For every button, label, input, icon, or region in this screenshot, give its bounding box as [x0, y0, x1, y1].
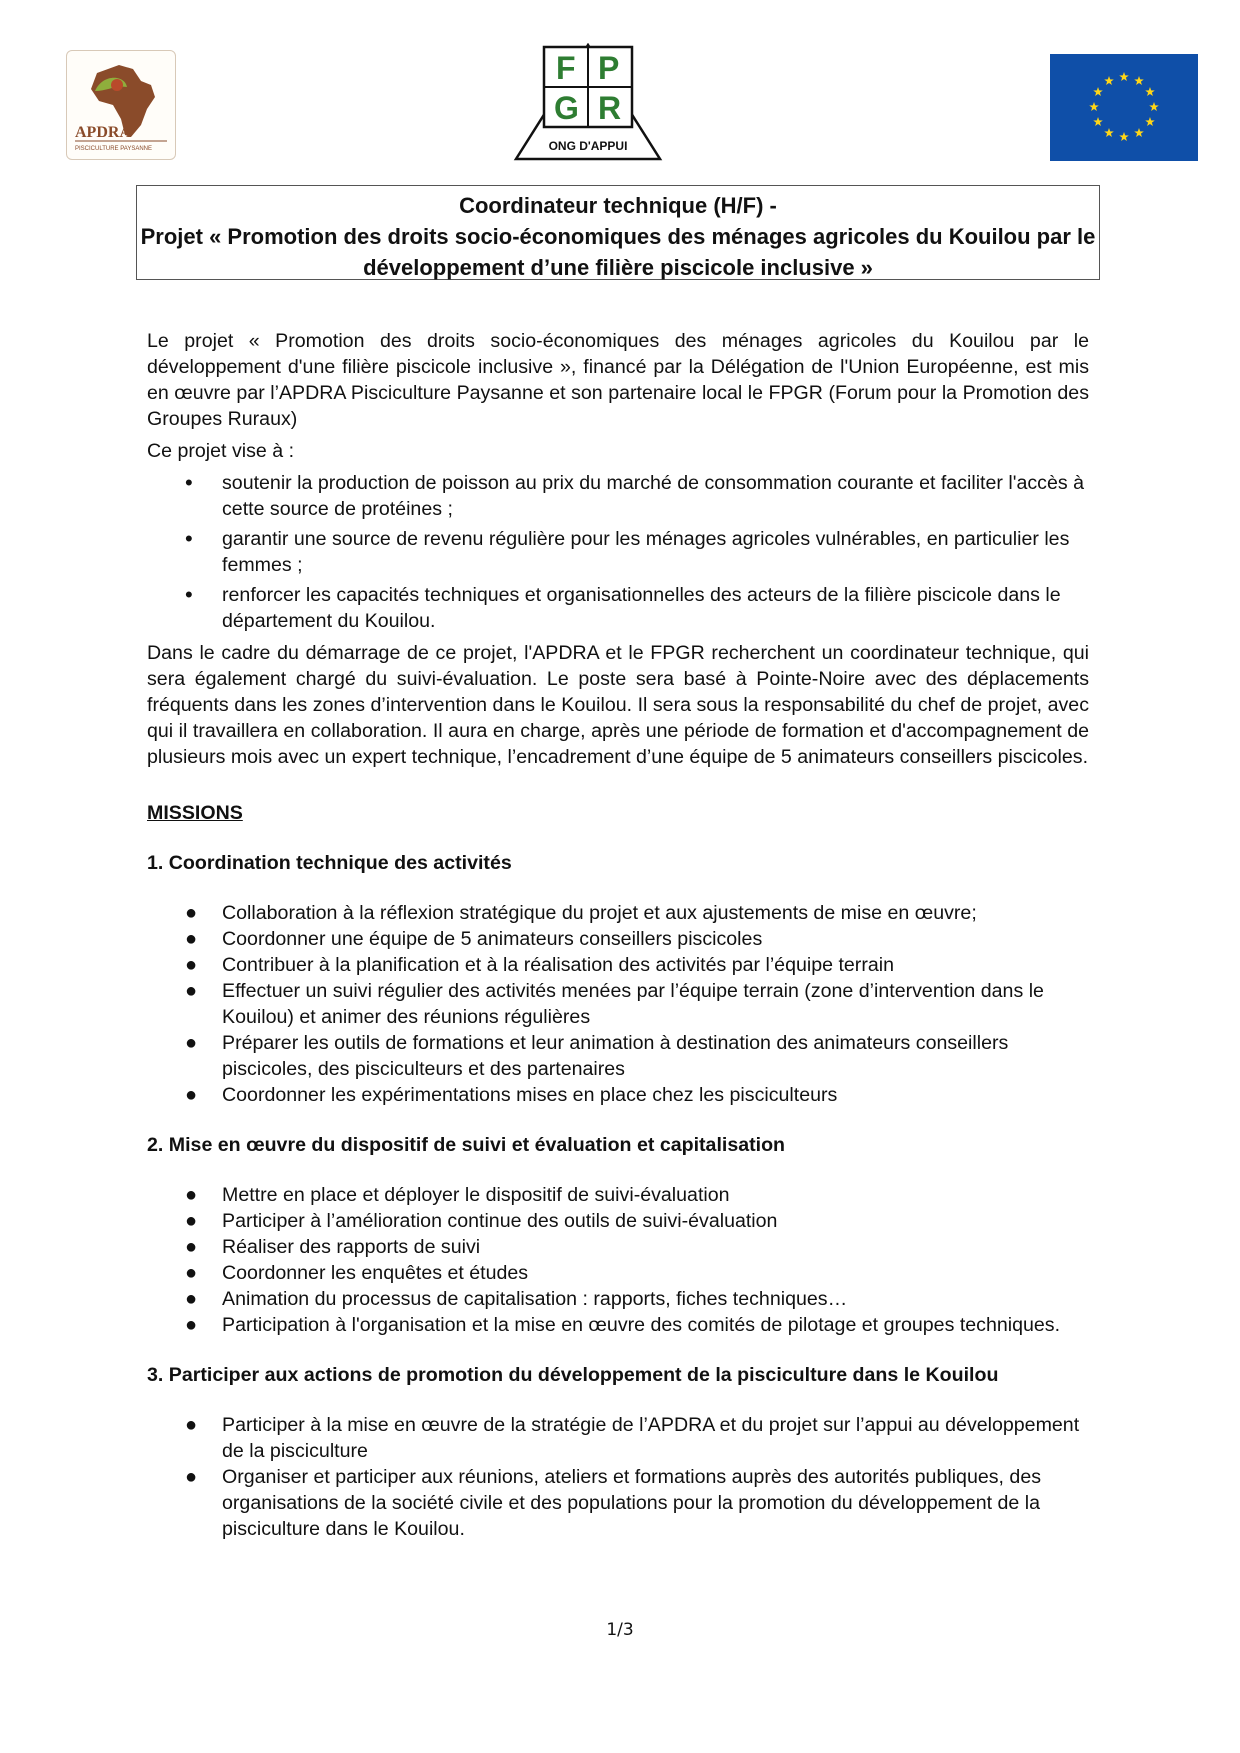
fpgr-letter-g: G	[554, 90, 579, 126]
section-3-title: 3. Participer aux actions de promotion du développement de la pisciculture dans le Kouilou	[147, 1364, 999, 1386]
fpgr-letter-r: R	[598, 90, 622, 126]
list-item: ● Animation du processus de capitalisation : rapports, fiches techniques…	[185, 1288, 848, 1310]
title-line-3: développement d’une filière piscicole inclusive »	[363, 255, 873, 280]
bullet-icon: ●	[185, 1184, 198, 1206]
bullet-icon: •	[185, 470, 193, 495]
section-3-list	[147, 1412, 1089, 1542]
list-item: ● Participation à l'organisation et la mise en œuvre des comités de pilotage et groupes techniques.	[185, 1314, 1061, 1336]
eu-stars-icon	[1050, 54, 1198, 161]
bullet-icon: •	[185, 582, 193, 607]
list-item: ● Participer à la mise en œuvre de la stratégie de l’APDRA et du projet sur l’appui au développement de la pisciculture	[185, 1414, 1080, 1462]
aims-lead: Ce projet vise à :	[147, 440, 295, 462]
bullet-icon: ●	[185, 1288, 198, 1310]
bullet-icon: ●	[185, 1084, 198, 1106]
apdra-subtitle: PISCICULTURE PAYSANNE	[75, 146, 153, 152]
bullet-icon: ●	[185, 954, 198, 976]
list-item: ● Collaboration à la réflexion stratégique du projet et aux ajustements de mise en œuvre;	[185, 902, 977, 924]
list-item: ● Contribuer à la planification et à la réalisation des activités par l’équipe terrain	[185, 954, 895, 976]
title-box	[136, 185, 1100, 280]
list-item: • garantir une source de revenu régulière pour les ménages agricoles vulnérables, en particulier les femmes ;	[185, 526, 1070, 576]
bullet-icon: ●	[185, 1314, 198, 1336]
bullet-icon: ●	[185, 1032, 198, 1054]
list-item: ● Préparer les outils de formations et leur animation à destination des animateurs conseillers piscicoles, des pisciculteurs et des partenaires	[185, 1032, 1009, 1080]
bullet-icon: ●	[185, 1236, 198, 1258]
bullet-icon: ●	[185, 980, 198, 1002]
eu-flag-logo	[1050, 54, 1198, 161]
list-item: ● Réaliser des rapports de suivi	[185, 1236, 481, 1258]
section-1-list	[147, 900, 1089, 1108]
list-item: • renforcer les capacités techniques et organisationnelles des acteurs de la filière piscicole dans le département du Kouilou.	[185, 582, 1061, 632]
bullet-icon: ●	[185, 1210, 198, 1232]
bullet-icon: ●	[185, 1262, 198, 1284]
title-line-2: Projet « Promotion des droits socio-économiques des ménages agricoles du Kouilou par le	[140, 224, 1096, 249]
list-item: ● Mettre en place et déployer le dispositif de suivi-évaluation	[185, 1184, 730, 1206]
section-2-title: 2. Mise en œuvre du dispositif de suivi et évaluation et capitalisation	[147, 1134, 786, 1156]
africa-map-icon	[67, 51, 175, 159]
context-paragraph: Dans le cadre du démarrage de ce projet, l'APDRA et le FPGR recherchent un coordinateur technique, qui sera également chargé du suivi-évaluation. Le poste sera basé à Pointe-Noire avec des déplacements fréquents dans les zones d’intervention dans le Kouilou. Il sera sous la responsabilité du chef de projet, avec qui il travaillera en collaboration. Il aura en charge, après une période de formation et d'accompagnement de plusieurs mois avec un expert technique, l’encadrement d’une équipe de 5 animateurs conseillers piscicoles.	[147, 642, 1089, 768]
document-body	[147, 328, 1089, 1542]
title-line-1: Coordinateur technique (H/F) -	[459, 193, 777, 218]
section-2-list	[147, 1182, 1089, 1338]
list-item: ● Effectuer un suivi régulier des activités menées par l’équipe terrain (zone d’intervention dans le Kouilou) et animer des réunions régulières	[185, 980, 1044, 1028]
list-item: • soutenir la production de poisson au prix du marché de consommation courante et faciliter l'accès à cette source de protéines ;	[185, 470, 1084, 520]
fpgr-letter-p: P	[598, 50, 620, 86]
list-item: ● Coordonner les enquêtes et études	[185, 1262, 529, 1284]
bullet-icon: ●	[185, 1414, 198, 1436]
apdra-wordmark: APDRA	[75, 124, 131, 141]
fpgr-letter-f: F	[556, 50, 576, 86]
list-item: ● Coordonner une équipe de 5 animateurs conseillers piscicoles	[185, 928, 763, 950]
page-number: 1/3	[606, 1620, 634, 1640]
fpgr-caption: ONG D'APPUI	[548, 139, 628, 153]
list-item: ● Coordonner les expérimentations mises en place chez les pisciculteurs	[185, 1084, 838, 1106]
bullet-icon: ●	[185, 902, 198, 924]
intro-paragraph: Le projet « Promotion des droits socio-économiques des ménages agricoles du Kouilou par le développement d'une filière piscicole inclusive », financé par la Délégation de l'Union Européenne, est mis en œuvre par l’APDRA Pisciculture Paysanne et son partenaire local le FPGR (Forum pour la Promotion des Groupes Ruraux)	[147, 330, 1089, 430]
bullet-icon: ●	[185, 928, 198, 950]
bullet-icon: •	[185, 526, 193, 551]
fpgr-logo	[512, 43, 664, 161]
list-item: ● Participer à l’amélioration continue des outils de suivi-évaluation	[185, 1210, 778, 1232]
apdra-logo	[66, 50, 176, 160]
section-1-title: 1. Coordination technique des activités	[147, 852, 512, 874]
missions-heading: MISSIONS	[147, 802, 243, 824]
aims-list	[147, 470, 1089, 634]
list-item: ● Organiser et participer aux réunions, ateliers et formations auprès des autorités publiques, des organisations de la société civile et des populations pour la promotion du développement de la pisciculture dans le Kouilou.	[185, 1466, 1042, 1540]
bullet-icon: ●	[185, 1466, 198, 1488]
